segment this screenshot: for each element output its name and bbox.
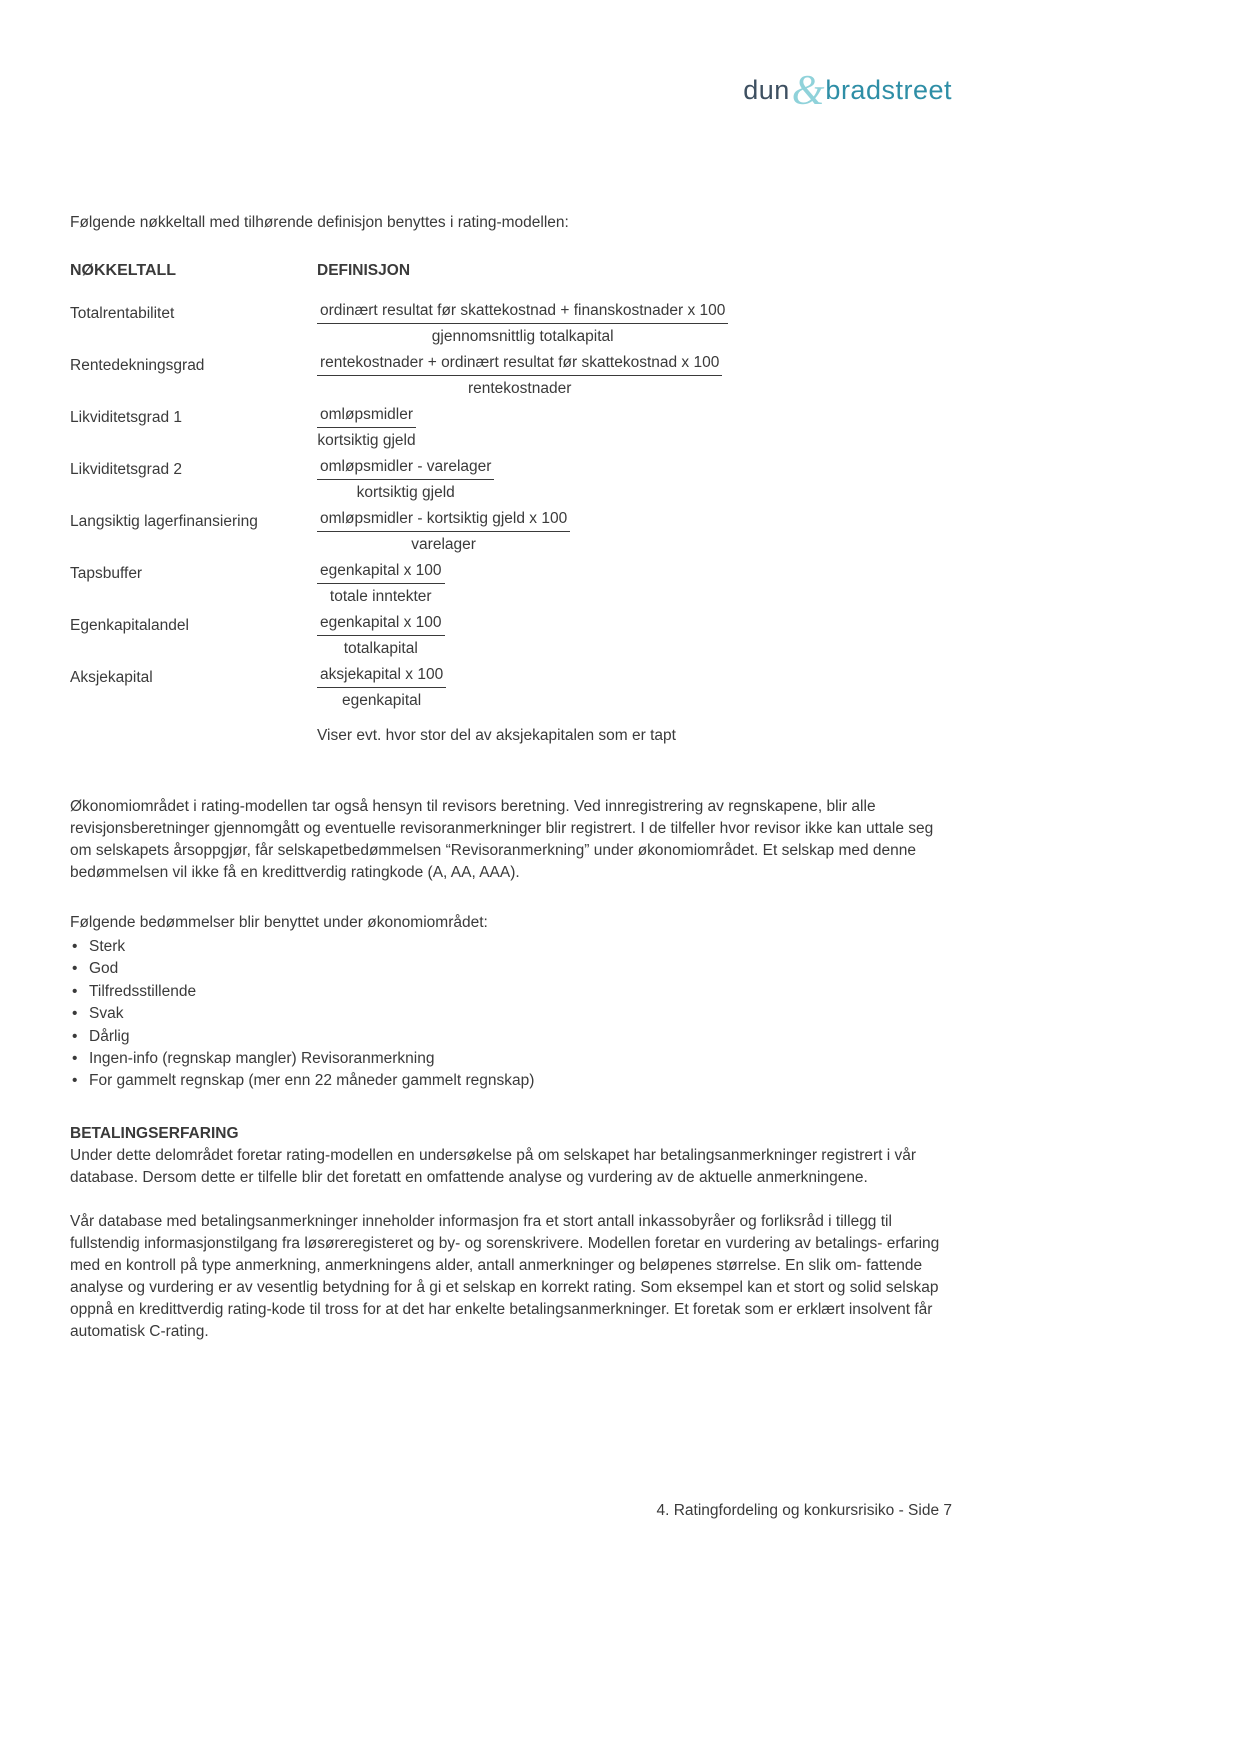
list-item-svak: • Svak (70, 1003, 952, 1025)
key-figure-label: Likviditetsgrad 1 (70, 409, 183, 426)
page-content (70, 0, 952, 1343)
fraction-numerator: omløpsmidler - kortsiktig gjeld x 100 (317, 508, 570, 532)
row-tapsbuffer (70, 560, 952, 607)
logo-ampersand-icon: & (791, 68, 825, 114)
key-figures-table (70, 260, 952, 746)
fraction (317, 456, 494, 503)
fraction (317, 560, 445, 607)
row-rentedekningsgrad (70, 352, 952, 399)
definition-cell (317, 664, 952, 711)
key-figure-label: Langsiktig lagerfinansiering (70, 513, 258, 530)
fraction (317, 612, 445, 659)
list-item-ingen-info: • Ingen-info (regnskap mangler) Revisoranmerkning (70, 1048, 952, 1070)
key-figure-label: Likviditetsgrad 2 (70, 461, 183, 478)
definition-cell (317, 508, 952, 555)
fraction-denominator: rentekostnader (467, 380, 572, 397)
fraction-denominator: kortsiktig gjeld (356, 484, 455, 501)
key-figure-label: Totalrentabilitet (70, 305, 175, 322)
key-figure-label: Egenkapitalandel (70, 617, 189, 634)
row-likviditetsgrad-1 (70, 404, 952, 451)
key-figure-label: Aksjekapital (70, 669, 153, 686)
fraction-numerator: egenkapital x 100 (317, 560, 445, 584)
key-figure-label: Rentedekningsgrad (70, 357, 205, 374)
definition-cell (317, 300, 952, 347)
section-heading-betalingserfaring: BETALINGSERFARING (70, 1124, 239, 1142)
paragraph-betalingserfaring-1: Under dette delområdet foretar rating-modellen en undersøkelse på om selskapet har betalingsanmerkninger registrert i vår database. Dersom dette er tilfelle blir det foretatt en omfattende analyse og vurdering av de aktuelle anmerkningene. (70, 1146, 917, 1186)
fraction (317, 664, 446, 711)
definition-cell (317, 352, 952, 399)
logo-text-dun: dun (743, 75, 790, 105)
fraction-denominator: totalkapital (343, 640, 418, 657)
fraction-numerator: omløpsmidler - varelager (317, 456, 494, 480)
intro-text: Følgende nøkkeltall med tilhørende definisjon benyttes i rating-modellen: (70, 214, 569, 231)
paragraph-okonomiomradet: Økonomiområdet i rating-modellen tar også hensyn til revisors beretning. Ved innregistrering av regnskapene, blir alle revisjonsberetninger gjennomgått og eventuelle revisoranmerkninger blir registrert. I de tilfeller hvor revisor ikke kan uttale seg om selskapets årsoppgjør, får selskapetbedømmelsen “Revisoranmerkning” under økonomiområdet. Et selskap med denne bedømmelsen vil ikke få en kredittverdig ratingkode (A, AA, AAA). (70, 798, 934, 881)
paragraph-betalingserfaring-2: Vår database med betalingsanmerkninger inneholder informasjon fra et stort antall inkassobyråer og forliksråd i tillegg til fullstendig informasjonstilgang fra løsøreregisteret og by- og sorenskrivere. Modellen foretar en vurdering av betalings- erfaring med en kontroll på type anmerkning, anmerkningens alder, antall anmerkninger og beløpenes størrelse. En slik om- fattende analyse og vurdering er av vesentlig betydning for å gi et selskap en korrekt rating. Som eksempel kan et stort og solid selskap oppnå en kredittverdig rating-kode til tross for at det har enkelte betalingsanmerkninger. Et foretak som er erklært insolvent får automatisk C-rating. (70, 1212, 940, 1340)
column-header-nokkeltall: NØKKELTALL (70, 262, 177, 279)
column-header-definisjon: DEFINISJON (317, 262, 411, 279)
fraction (317, 352, 722, 399)
definition-cell (317, 560, 952, 607)
row-aksjekapital-note (70, 725, 952, 746)
empty-label-cell (70, 725, 317, 746)
fraction-denominator: varelager (411, 536, 476, 553)
row-likviditetsgrad-2 (70, 456, 952, 503)
fraction-denominator: gjennomsnittlig totalkapital (431, 328, 614, 345)
list-item-for-gammelt-regnskap: • For gammelt regnskap (mer enn 22 måneder gammelt regnskap) (70, 1070, 952, 1092)
logo-text-bradstreet: bradstreet (825, 75, 952, 105)
list-intro-text: Følgende bedømmelser blir benyttet under økonomiområdet: (70, 914, 488, 931)
definition-cell (317, 612, 952, 659)
row-langsiktig-lagerfinansiering (70, 508, 952, 555)
table-header-row (70, 260, 952, 281)
assessment-list (70, 936, 952, 1093)
fraction (317, 404, 416, 451)
definition-cell (317, 456, 952, 503)
definition-cell (317, 404, 952, 451)
fraction-denominator: totale inntekter (329, 588, 432, 605)
row-aksjekapital (70, 664, 952, 711)
row-totalrentabilitet (70, 300, 952, 347)
list-item-darlig: • Dårlig (70, 1026, 952, 1048)
fraction-numerator: aksjekapital x 100 (317, 664, 446, 688)
fraction (317, 300, 728, 347)
list-item-tilfredsstillende: • Tilfredsstillende (70, 981, 952, 1003)
fraction-denominator: egenkapital (341, 692, 422, 709)
fraction-numerator: egenkapital x 100 (317, 612, 445, 636)
page-footer: 4. Ratingfordeling og konkursrisiko - Side 7 (656, 1502, 952, 1519)
list-item-god: • God (70, 958, 952, 980)
key-figure-label: Tapsbuffer (70, 565, 143, 582)
fraction-denominator: kortsiktig gjeld (317, 432, 416, 449)
dun-bradstreet-logo (70, 68, 952, 114)
fraction (317, 508, 570, 555)
fraction-numerator: omløpsmidler (317, 404, 416, 428)
fraction-numerator: rentekostnader + ordinært resultat før skattekostnad x 100 (317, 352, 722, 376)
fraction-numerator: ordinært resultat før skattekostnad + finanskostnader x 100 (317, 300, 728, 324)
row-egenkapitalandel (70, 612, 952, 659)
aksjekapital-note: Viser evt. hvor stor del av aksjekapitalen som er tapt (317, 727, 676, 744)
list-item-sterk: • Sterk (70, 936, 952, 958)
